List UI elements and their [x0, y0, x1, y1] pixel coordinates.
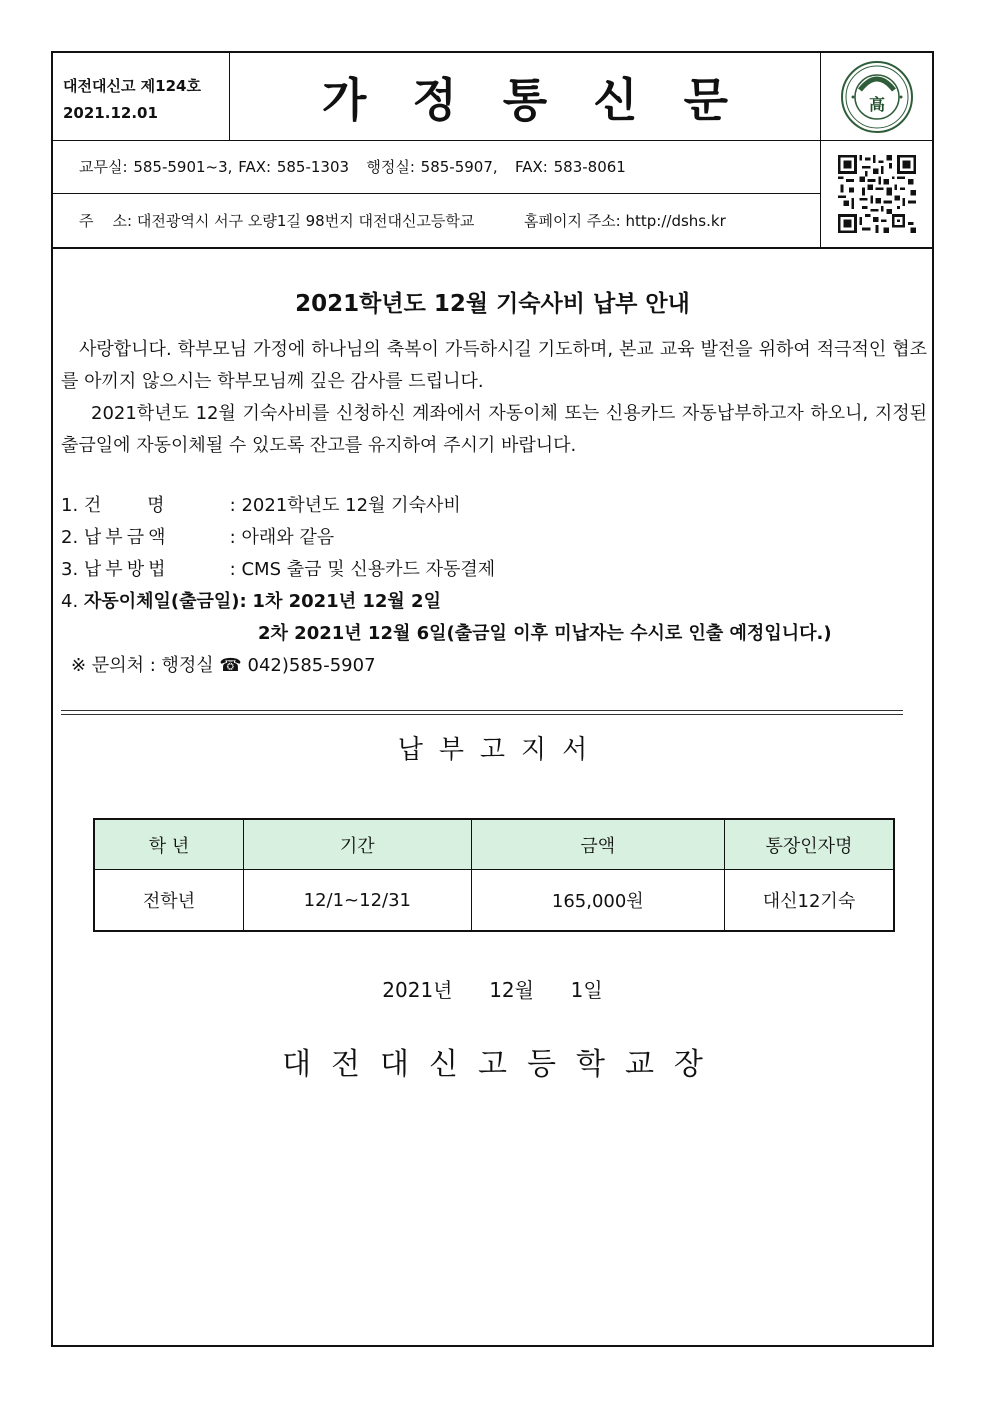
issue-date-line: 2021년 12월 1일	[382, 978, 603, 1002]
homepage-link[interactable]: http://dshs.kr	[625, 212, 726, 230]
qr-code	[820, 141, 932, 247]
principal-signature: 대전대신고등학교장	[282, 1047, 723, 1082]
issue-info	[53, 53, 230, 141]
qr-code-icon	[838, 155, 916, 233]
document-title: 가정통신문	[230, 53, 820, 141]
issue-date: 2021.12.01	[63, 104, 158, 122]
list-item: 1. 건 명 : 2021학년도 12월 기숙사비	[61, 495, 461, 516]
payment-table	[93, 818, 895, 932]
emblem-icon	[840, 60, 914, 134]
list-item-continued: 2차 2021년 12월 6일(출금일 이후 미납자는 수시로 인출 예정입니다.)	[258, 623, 832, 644]
slip-title: 납부고지서	[397, 735, 604, 765]
letterhead	[53, 53, 932, 249]
cut-line-divider	[61, 710, 903, 715]
list-item: 2. 납부금액 : 아래와 같음	[61, 527, 335, 548]
table-row	[94, 870, 894, 932]
address-label: 주 소:	[79, 212, 133, 230]
column-header: 학 년	[94, 819, 244, 870]
homepage-label: 홈페이지 주소:	[523, 212, 621, 230]
table-header-row	[94, 819, 894, 870]
contact-line: 교무실: 585-5901~3, FAX: 585-1303 행정실: 585-5907, FAX: 583-8061	[53, 141, 820, 194]
column-header: 금액	[471, 819, 724, 870]
inquiry-line: ※ 문의처 : 행정실 ☎ 042)585-5907	[71, 655, 376, 676]
notice-title: 2021학년도 12월 기숙사비 납부 안내	[295, 291, 690, 317]
amount-cell: 165,000원	[471, 870, 724, 932]
instruction-paragraph: 2021학년도 12월 기숙사비를 신청하신 계좌에서 자동이체 또는 신용카드 자동납부하고자 하오니, 지정된 출금일에 자동이체될 수 있도록 잔고를 유지하여 주시기 바랍니다.	[61, 403, 927, 456]
address-value: 대전광역시 서구 오량1길 98번지 대전대신고등학교	[136, 212, 475, 230]
document-frame	[51, 51, 934, 1347]
period-cell: 12/1~12/31	[244, 870, 472, 932]
list-item: 3. 납부방법 : CMS 출금 및 신용카드 자동결제	[61, 559, 496, 580]
account-name-cell: 대신12기숙	[724, 870, 894, 932]
greeting-paragraph: 사랑합니다. 학부모님 가정에 하나님의 축복이 가득하시길 기도하며, 본교 교육 발전을 위하여 적극적인 협조를 아끼지 않으시는 학부모님께 깊은 감사를 드립니다.	[61, 339, 927, 392]
column-header: 기간	[244, 819, 472, 870]
grade-cell: 전학년	[94, 870, 244, 932]
address-line	[53, 194, 820, 247]
emblem-char: 高	[868, 94, 885, 114]
notice-items	[61, 490, 927, 682]
list-item: 4. 자동이체일(출금일): 1차 2021년 12월 2일	[61, 591, 441, 612]
school-emblem	[820, 53, 932, 141]
column-header: 통장인자명	[724, 819, 894, 870]
issue-number: 대전대신고 제124호	[63, 77, 201, 95]
